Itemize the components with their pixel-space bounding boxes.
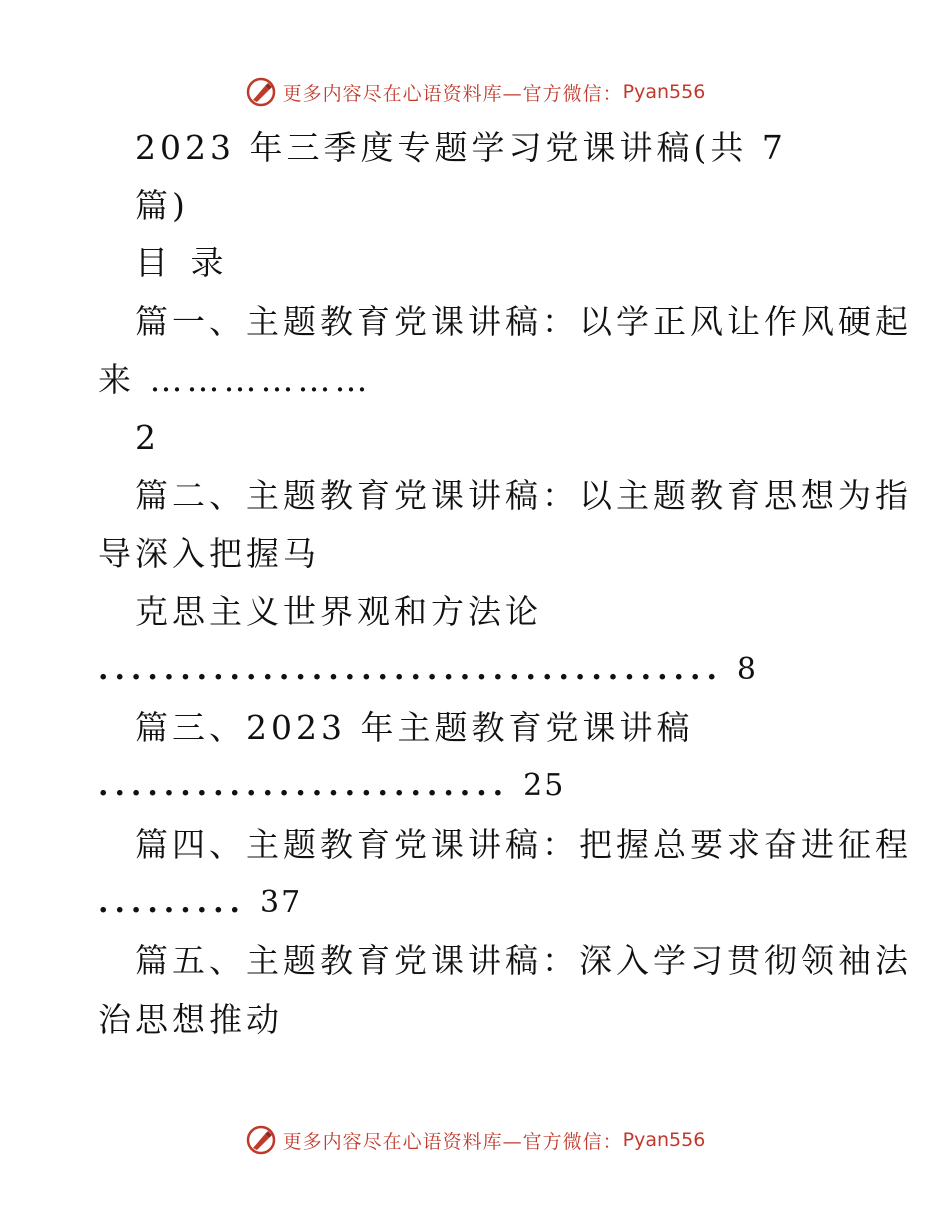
- toc-entry-5-line-2[interactable]: 治思想推动: [98, 1000, 283, 1039]
- toc-entry-1-line-1[interactable]: 篇一、主题教育党课讲稿：以学正风让作风硬起: [135, 302, 912, 341]
- toc-entry-2-line-1[interactable]: 篇二、主题教育党课讲稿：以主题教育思想为指: [135, 476, 912, 515]
- watermark-handle: Pyan556: [622, 81, 706, 103]
- toc-entry-2-page: 8: [736, 652, 758, 687]
- toc-entry-4-line-1[interactable]: 篇四、主题教育党课讲稿：把握总要求奋进征程: [135, 825, 912, 864]
- toc-entry-3-leader: .........................: [98, 768, 510, 803]
- doc-title-line-2: 篇): [135, 186, 189, 225]
- watermark-text: 更多内容尽在心语资料库—官方微信：: [282, 82, 623, 105]
- toc-entry-2-line-2[interactable]: 导深入把握马: [98, 534, 320, 573]
- toc-entry-4-page: 37: [260, 885, 303, 920]
- pen-logo-icon: [245, 1124, 277, 1156]
- toc-heading: 目 录: [135, 243, 230, 282]
- toc-entry-4-leader: .........: [98, 885, 246, 920]
- toc-entry-3-line-1[interactable]: 篇三、2023 年主题教育党课讲稿: [135, 708, 694, 747]
- toc-entry-2-line-3[interactable]: 克思主义世界观和方法论: [135, 592, 542, 631]
- toc-entry-2-leader: ......................................: [98, 652, 723, 687]
- toc-entry-2-leader-row[interactable]: [98, 650, 758, 690]
- toc-entry-1-page[interactable]: 2: [135, 418, 160, 457]
- header-watermark: [0, 72, 950, 112]
- toc-entry-3-leader-row[interactable]: [98, 766, 565, 806]
- toc-entry-3-page: 25: [523, 768, 566, 803]
- toc-entry-1-line-2[interactable]: 来 ………………: [98, 360, 372, 399]
- pen-logo-icon: [245, 76, 277, 108]
- toc-entry-4-leader-row[interactable]: [98, 883, 302, 923]
- doc-title-line-1: 2023 年三季度专题学习党课讲稿(共 7: [135, 128, 787, 167]
- watermark-text: 更多内容尽在心语资料库—官方微信：: [282, 1130, 623, 1153]
- footer-watermark: [0, 1120, 950, 1160]
- watermark-handle: Pyan556: [622, 1129, 706, 1151]
- toc-entry-5-line-1[interactable]: 篇五、主题教育党课讲稿：深入学习贯彻领袖法: [135, 941, 912, 980]
